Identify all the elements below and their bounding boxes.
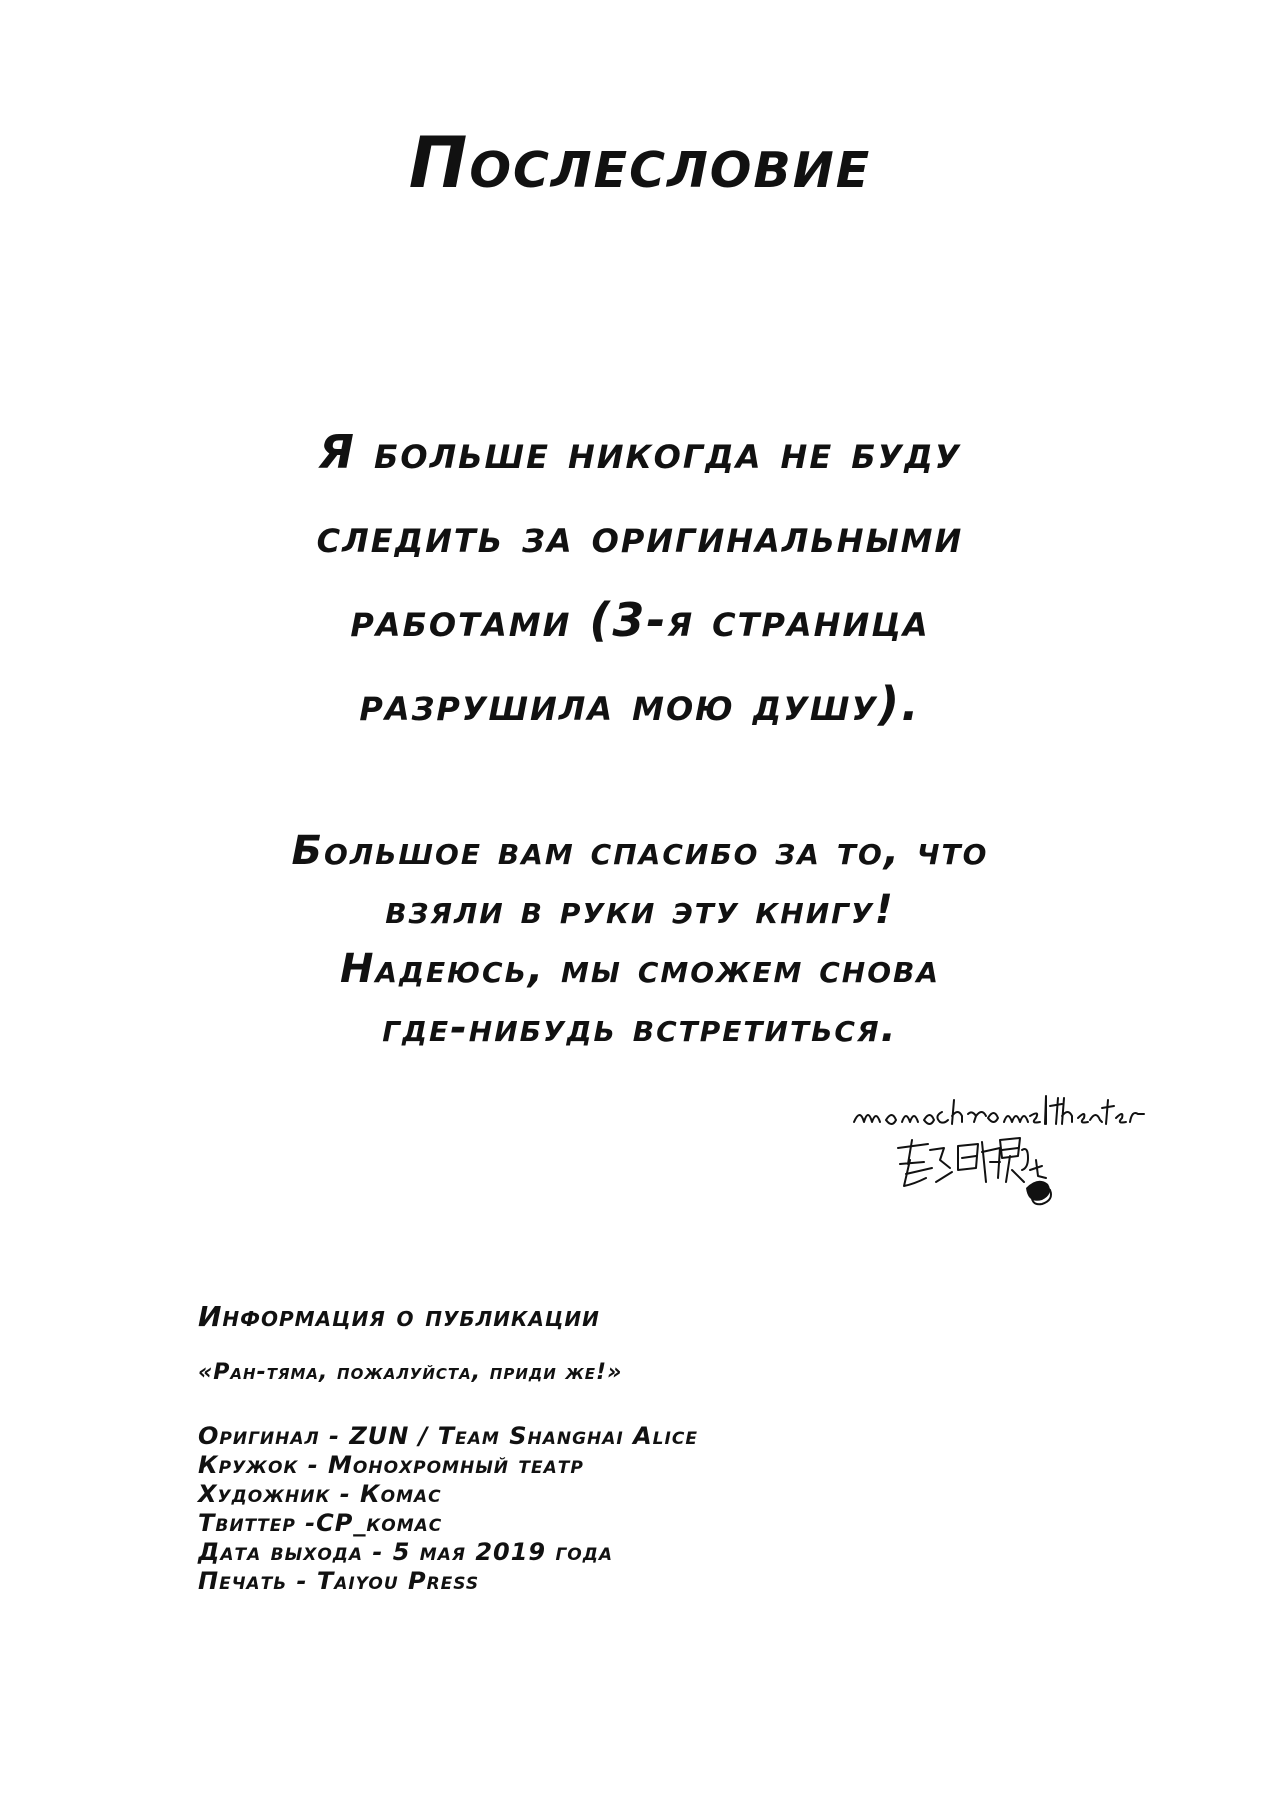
- handwritten-signature: [850, 1090, 1150, 1230]
- author-note-line: Я больше никогда не буду: [318, 425, 962, 479]
- work-title: «Ран-тяма, пожалуйста, приди же!»: [198, 1360, 623, 1385]
- thanks-message: [150, 822, 1130, 1058]
- thanks-line: взяли в руки эту книгу!: [385, 887, 895, 933]
- credits-list: [198, 1422, 1018, 1596]
- author-note: [140, 410, 1140, 746]
- author-note-line: следить за оригинальными: [316, 509, 964, 563]
- credit-release-date: Дата выхода - 5 мая 2019 года: [198, 1538, 614, 1566]
- publication-info: [198, 1300, 1018, 1596]
- author-note-line: работами (3-я страница: [350, 593, 930, 647]
- thanks-line: Большое вам спасибо за то, что: [291, 828, 989, 874]
- credit-circle: Кружок - Монохромный театр: [198, 1451, 584, 1479]
- credit-original: Оригинал - ZUN / Team Shanghai Alice: [198, 1422, 698, 1450]
- publication-heading: Информация о публикации: [198, 1300, 600, 1333]
- credit-twitter: Твиттер -CP_комас: [198, 1509, 443, 1537]
- author-note-line: разрушила мою душу).: [359, 677, 921, 731]
- thanks-line: где-нибудь встретиться.: [382, 1005, 898, 1051]
- credit-printing: Печать - Taiyou Press: [198, 1567, 480, 1595]
- thanks-line: Надеюсь, мы сможем снова: [339, 946, 941, 992]
- credit-artist: Художник - Комас: [198, 1480, 442, 1508]
- page-title: Послесловие: [408, 122, 872, 204]
